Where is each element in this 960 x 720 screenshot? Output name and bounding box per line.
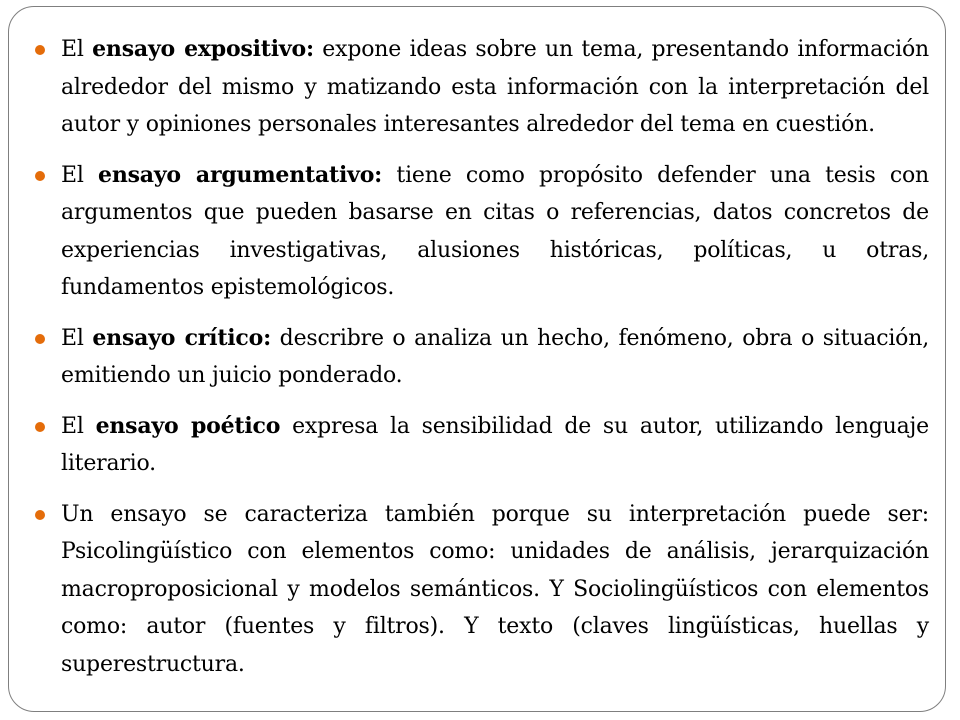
bullet-prefix: El [61, 37, 93, 62]
bullet-text: Un ensayo se caracteriza también porque su interpretación puede ser: Psicolingüístico con elementos como: unidades de análisis, jerarquización macroproposicional y modelos semánticos. Y Sociolingüísticos con elementos como: autor (fuentes y filtros). Y texto (claves lingüísticas, huellas y superestructura. [61, 501, 929, 677]
term-ensayo-expositivo: ensayo expositivo: [92, 36, 314, 62]
bullet-dot-icon [35, 510, 45, 520]
bullet-prefix: El [61, 162, 99, 188]
bullet-text: tiene como propósito defender una tesis con argumentos que pueden basarse en citas o referencias, datos concretos de experiencias investigativas, alusiones históricas, políticas, u otras, fundamentos epistemológicos. [61, 162, 929, 300]
bullet-list [9, 31, 945, 696]
term-ensayo-argumentativo: ensayo argumentativo: [98, 161, 383, 188]
bullet-item-caracteristicas [61, 496, 929, 684]
bullet-dot-icon [35, 45, 45, 55]
bullet-prefix: El [61, 325, 93, 351]
bullet-dot-icon [35, 171, 45, 181]
bullet-text: expone ideas sobre un tema, presentando información alrededor del mismo y matizando esta información con la interpretación del autor y opiniones personales interesantes alrededor del tema en cuestión. [61, 37, 929, 137]
slide-frame [8, 6, 946, 712]
bullet-text: expresa la sensibilidad de su autor, utilizando lenguaje literario. [61, 413, 929, 476]
term-ensayo-poetico: ensayo poético [95, 412, 281, 439]
bullet-item-expositivo [61, 31, 929, 144]
term-ensayo-critico: ensayo crítico: [92, 324, 272, 351]
bullet-prefix: El [61, 413, 96, 439]
bullet-dot-icon [35, 334, 45, 344]
bullet-text: describre o analiza un hecho, fenómeno, obra o situación, emitiendo un juicio ponderado. [61, 325, 929, 388]
bullet-item-poetico [61, 408, 929, 483]
bullet-item-critico [61, 320, 929, 395]
bullet-item-argumentativo [61, 157, 929, 307]
bullet-dot-icon [35, 422, 45, 432]
